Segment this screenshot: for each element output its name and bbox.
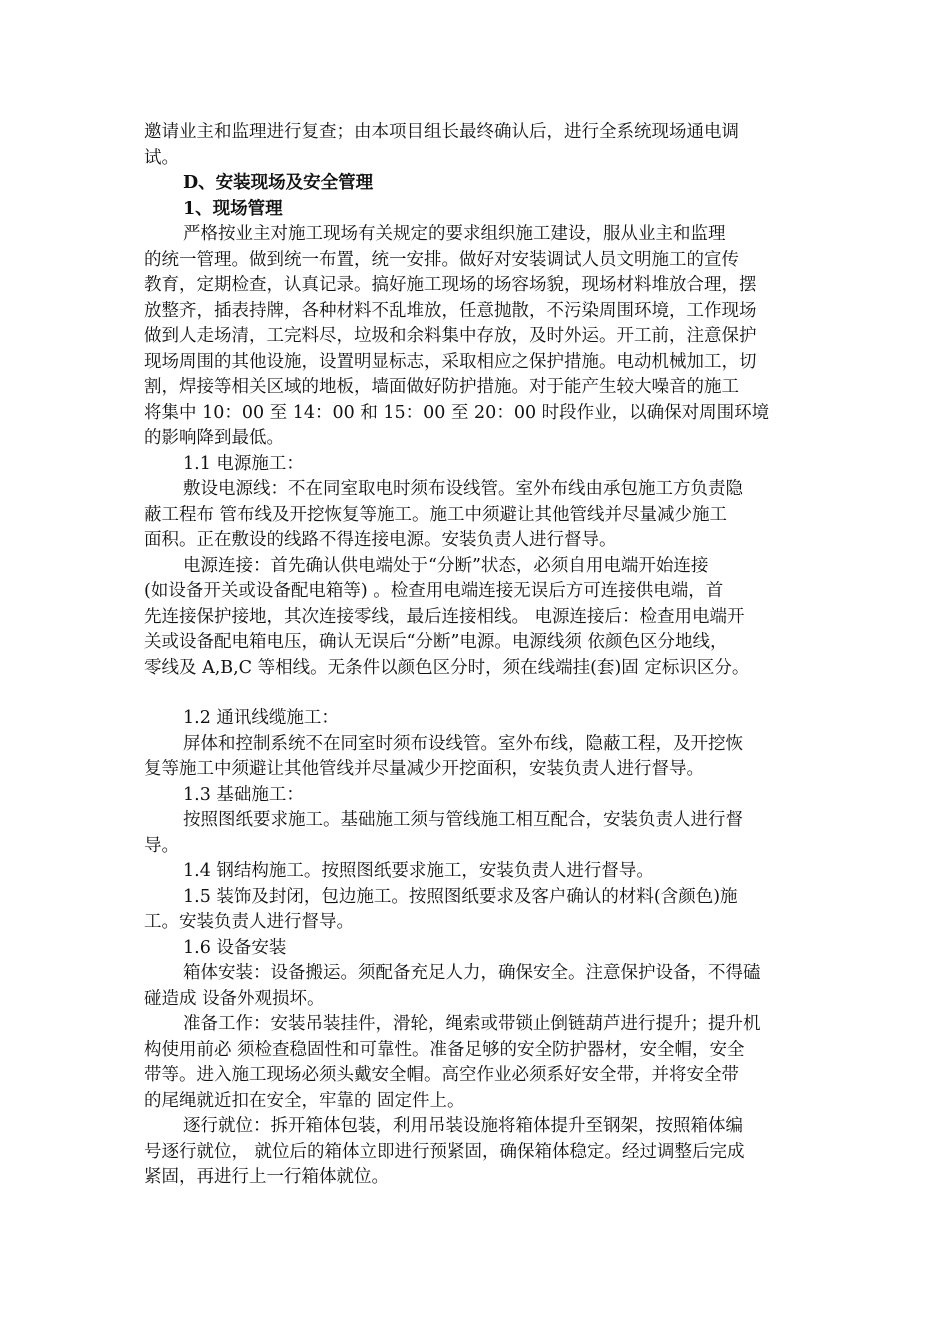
paragraph-decoration bbox=[144, 885, 824, 936]
text-line: (如设备开关或设备配电箱等) 。检查用电端连接无误后方可连接供电端，首 bbox=[144, 581, 724, 601]
text-line: 邀请业主和监理进行复查；由本项目组长最终确认后，进行全系统现场通电调 bbox=[144, 122, 739, 142]
subsection-heading-1-4: 1.4 钢结构施工。按照图纸要求施工，安装负责人进行督导。 bbox=[183, 861, 654, 881]
text-line: 割，焊接等相关区域的地板，墙面做好防护措施。对于能产生较大噪音的施工 bbox=[144, 377, 739, 397]
text-line: 的影响降到最低。 bbox=[144, 428, 284, 448]
text-line: 构使用前必 须检查稳固性和可靠性。准备足够的安全防护器材，安全帽，安全 bbox=[144, 1039, 745, 1060]
section-heading-d: D、安装现场及安全管理 bbox=[183, 173, 374, 193]
text-line: 工。安装负责人进行督导。 bbox=[144, 912, 354, 932]
paragraph-foundation bbox=[144, 808, 824, 859]
text-line: 先连接保护接地，其次连接零线，最后连接相线。 电源连接后：检查用电端开 bbox=[144, 606, 745, 627]
text-line: 箱体安装：设备搬运。须配备充足人力，确保安全。注意保护设备，不得磕 bbox=[183, 963, 761, 983]
text-line: 放整齐，插表持牌，各种材料不乱堆放，任意抛散，不污染周围环境，工作现场 bbox=[144, 300, 757, 321]
paragraph-power-cabling bbox=[144, 477, 824, 554]
text-line: 带等。进入施工现场必须头戴安全帽。高空作业必须系好安全带，并将安全带 bbox=[144, 1065, 739, 1085]
text-line: 蔽工程布 管布线及开挖恢复等施工。施工中须避让其他管线并尽量减少施工 bbox=[144, 504, 728, 525]
text-line: 准备工作：安装吊装挂件，滑轮，绳索或带锁止倒链葫芦进行提升；提升机 bbox=[183, 1014, 761, 1034]
subsection-heading-1-1: 1.1 电源施工： bbox=[183, 453, 304, 474]
text-line: 教育，定期检查，认真记录。搞好施工现场的场容场貌，现场材料堆放合理，摆 bbox=[144, 275, 757, 295]
text-line: 按照图纸要求施工。基础施工须与管线施工相互配合，安装负责人进行督 bbox=[183, 810, 743, 830]
text-line: 导。 bbox=[144, 835, 179, 856]
paragraph-cabinet-install bbox=[144, 961, 824, 1012]
paragraph-power-connection bbox=[144, 554, 824, 682]
text-line: 的统一管理。做到统一布置，统一安排。做好对安装调试人员文明施工的宣传 bbox=[144, 249, 739, 270]
text-line: 试。 bbox=[144, 147, 179, 168]
text-line: 严格按业主对施工现场有关规定的要求组织施工建设，服从业主和监理 bbox=[183, 224, 726, 244]
text-line: 碰造成 设备外观损坏。 bbox=[144, 988, 325, 1009]
subsection-heading-1-3: 1.3 基础施工： bbox=[183, 784, 304, 805]
document-page bbox=[144, 120, 824, 1191]
paragraph-preparation bbox=[144, 1012, 824, 1114]
text-line: 的尾绳就近扣在安全，牢靠的 固定件上。 bbox=[144, 1090, 465, 1111]
text-line: 号逐行就位， 就位后的箱体立即进行预紧固，确保箱体稳定。经过调整后完成 bbox=[144, 1141, 745, 1162]
text-line: 复等施工中须避让其他管线并尽量减少开挖面积，安装负责人进行督导。 bbox=[144, 759, 704, 779]
section-heading-1: 1、现场管理 bbox=[183, 198, 283, 219]
text-line: 逐行就位：拆开箱体包装，利用吊装设施将箱体提升至钢架，按照箱体编 bbox=[183, 1116, 743, 1136]
text-line: 现场周围的其他设施，设置明显标志，采取相应之保护措施。电动机械加工，切 bbox=[144, 351, 757, 372]
text-line: 敷设电源线：不在同室取电时须布设线管。室外布线由承包施工方负责隐 bbox=[183, 479, 743, 499]
text-line: 面积。正在敷设的线路不得连接电源。安装负责人进行督导。 bbox=[144, 530, 617, 550]
subsection-heading-1-2: 1.2 通讯线缆施工： bbox=[183, 708, 339, 728]
blank-line bbox=[144, 681, 824, 706]
text-line: 零线及 A,B,C 等相线。无条件以颜色区分时，须在线端挂(套)固 定标识区分。 bbox=[144, 657, 750, 678]
subsection-heading-1-6: 1.6 设备安装 bbox=[183, 937, 287, 958]
text-line: 将集中 10：00 至 14：00 和 15：00 至 20：00 时段作业，以确保对周围环境 bbox=[144, 402, 770, 423]
text-line: 关或设备配电箱电压，确认无误后“分断”电源。电源线须 依颜色区分地线， bbox=[144, 632, 728, 652]
text-line: 紧固，再进行上一行箱体就位。 bbox=[144, 1167, 389, 1187]
paragraph-comm-cabling bbox=[144, 732, 824, 783]
paragraph-retest bbox=[144, 120, 824, 171]
text-line: 屏体和控制系统不在同室时须布设线管。室外布线，隐蔽工程，及开挖恢 bbox=[183, 733, 743, 754]
subsection-heading-1-5: 1.5 装饰及封闭，包边施工。按照图纸要求及客户确认的材料(含颜色)施 bbox=[183, 886, 738, 907]
text-line: 做到人走场清，工完料尽，垃圾和余料集中存放，及时外运。开工前，注意保护 bbox=[144, 326, 757, 346]
text-line: 电源连接：首先确认供电端处于“分断”状态，必须自用电端开始连接 bbox=[183, 555, 709, 576]
paragraph-site-management bbox=[144, 222, 824, 452]
paragraph-positioning bbox=[144, 1114, 824, 1191]
